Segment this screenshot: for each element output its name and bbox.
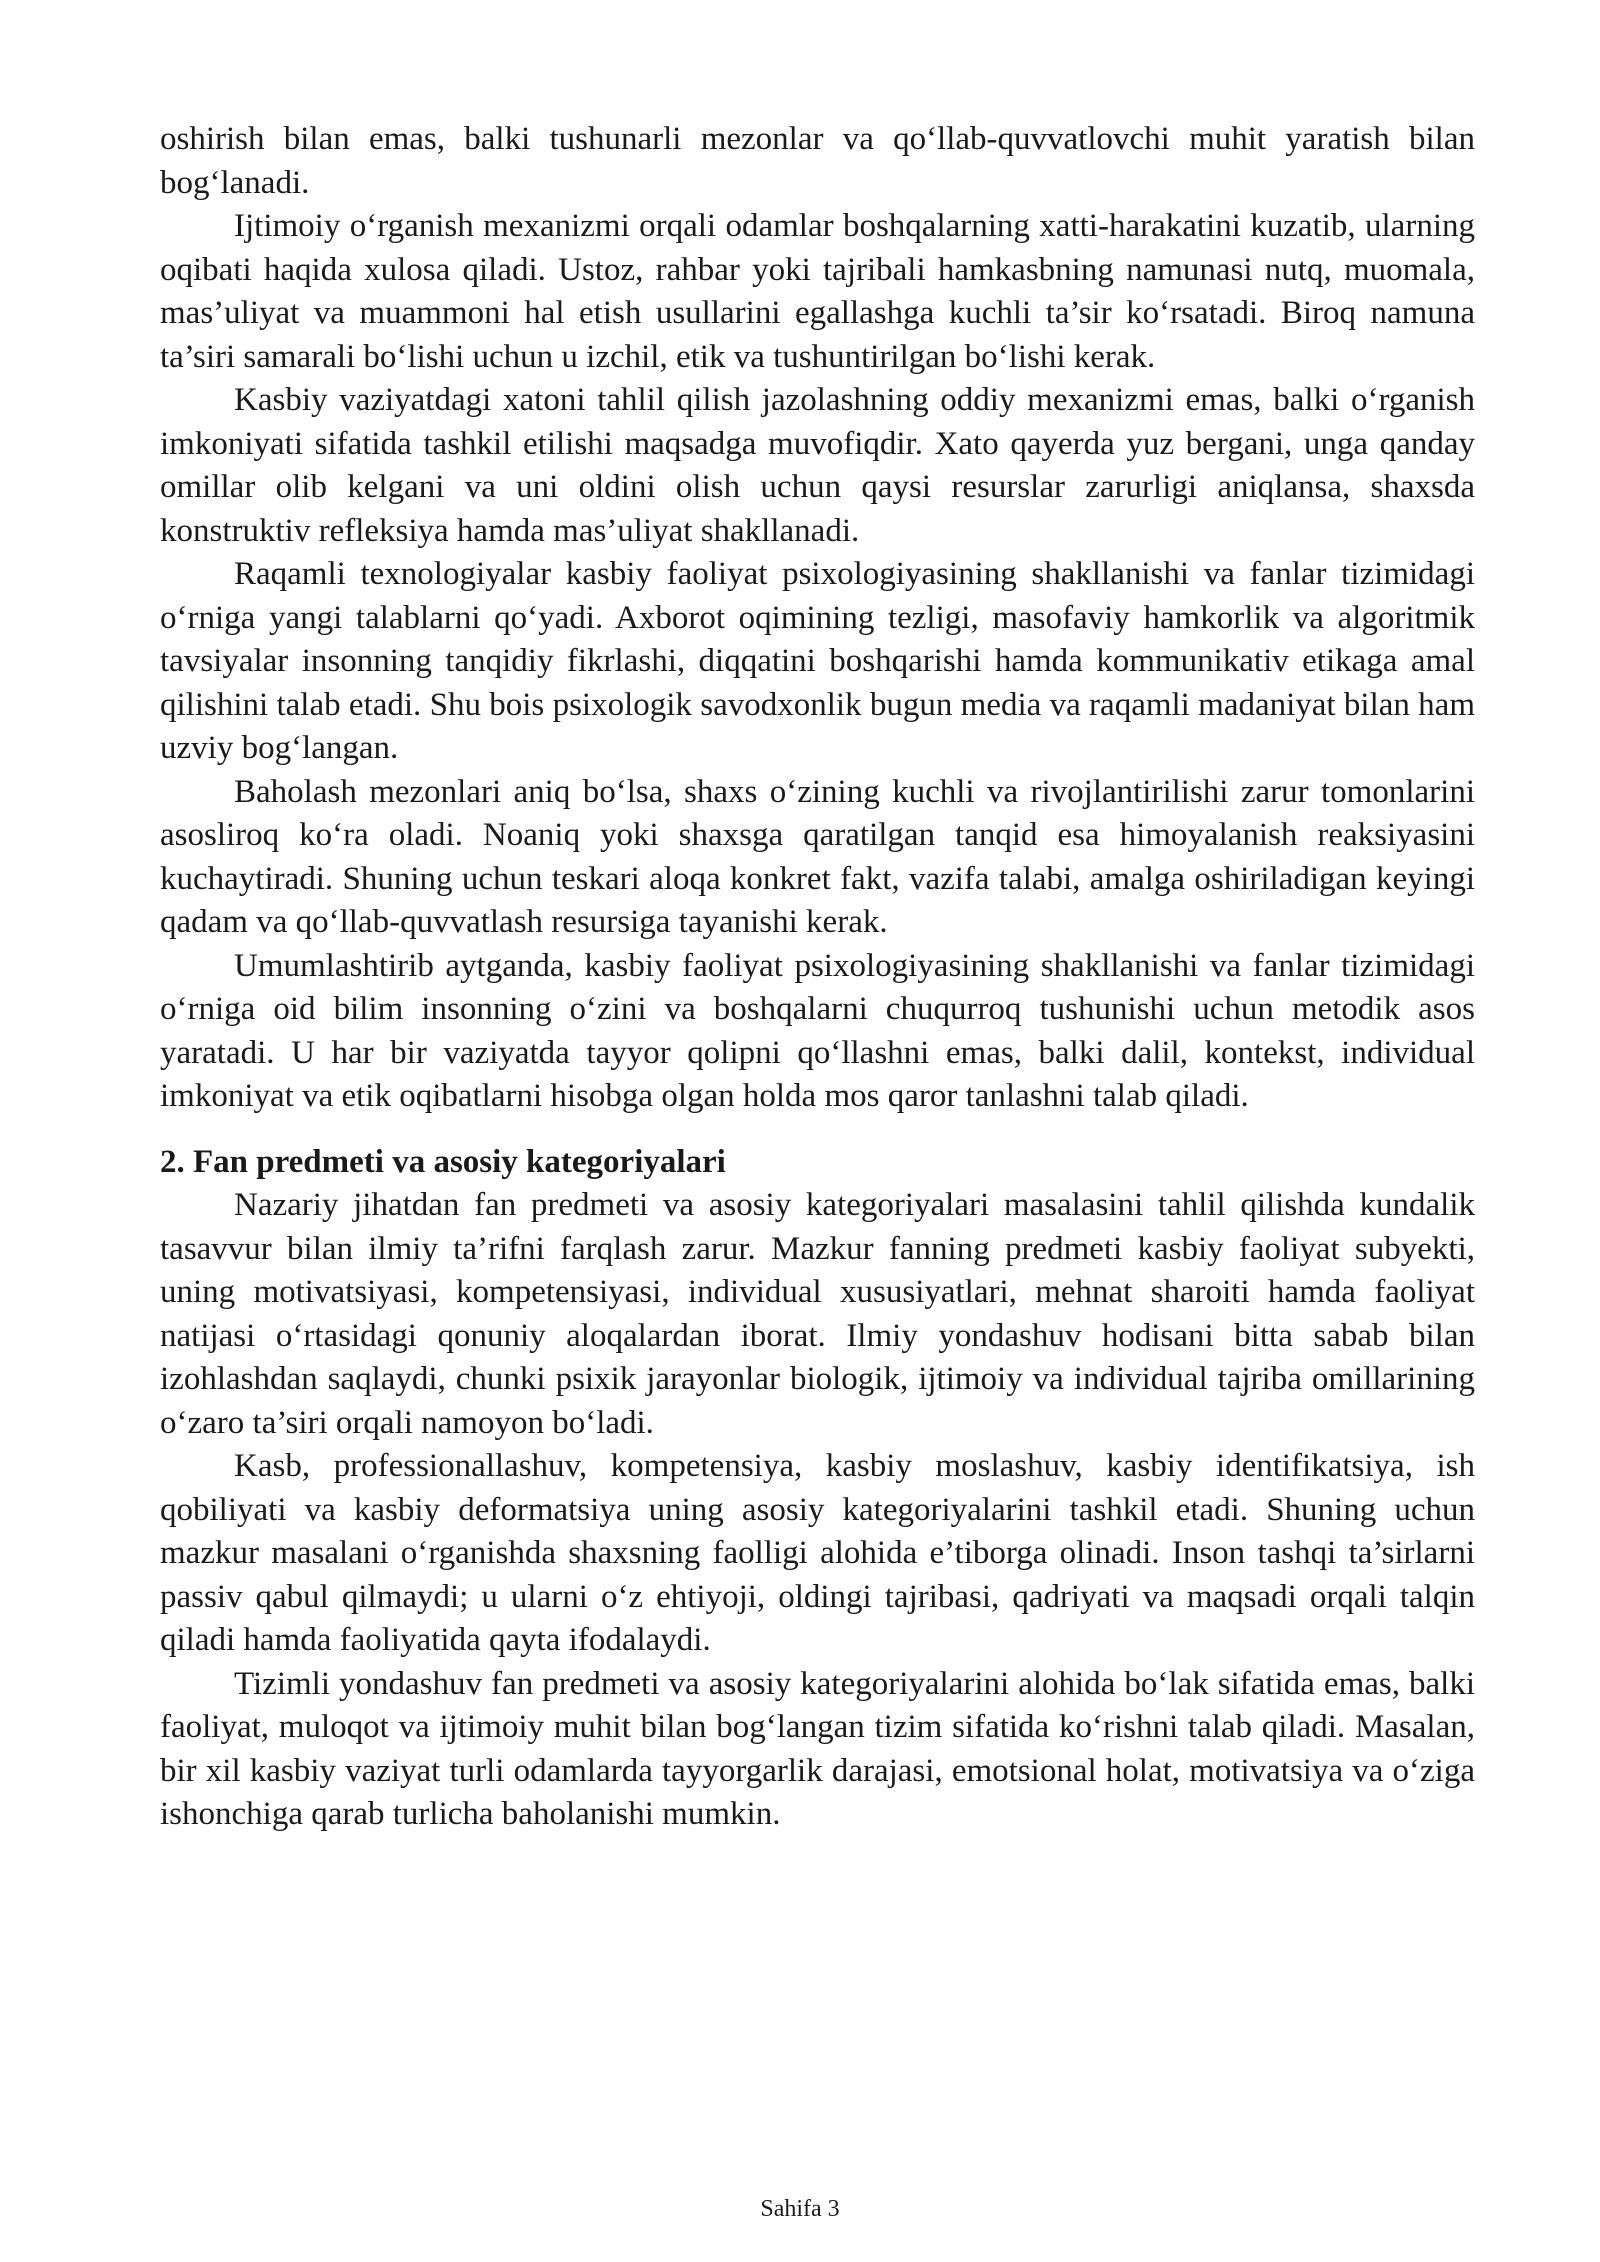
paragraph-digital-technologies: Raqamli texnologiyalar kasbiy faoliyat psixologiyasining shakllanishi va fanlar tizimidagi o‘rniga yangi talablarni qo‘yadi. Axborot oqimining tezligi, masofaviy hamkorlik va algoritmik tavsiyalar insonning tanqidiy fikrlashi, diqqatini boshqarishi hamda kommunikativ etikaga amal qilishini talab etadi. Shu bois psixologik savodxonlik bugun media va raqamli madaniyat bilan ham uzviy bog‘langan. — [160, 556, 1475, 766]
document-page — [160, 118, 1475, 1837]
paragraph-social-learning: Ijtimoiy o‘rganish mexanizmi orqali odamlar boshqalarning xatti-harakatini kuzatib, ularning oqibati haqida xulosa qiladi. Ustoz, rahbar yoki tajribali hamkasbning namunasi nutq, muomala, mas’uliyat va muammoni hal etish usullarini egallashga kuchli ta’sir ko‘rsatadi. Biroq namuna ta’siri samarali bo‘lishi uchun u izchil, etik va tushuntirilgan bo‘lishi kerak. — [160, 208, 1475, 375]
paragraph-summary: Umumlashtirib aytganda, kasbiy faoliyat psixologiyasining shakllanishi va fanlar tizimidagi o‘rniga oid bilim insonning o‘zini va boshqalarni chuqurroq tushunishi uchun metodik asos yaratadi. U har bir vaziyatda tayyor qolipni qo‘llashni emas, balki dalil, kontekst, individual imkoniyat va etik oqibatlarni hisobga olgan holda mos qaror tanlashni talab qiladi. — [160, 947, 1475, 1114]
paragraph-continued: oshirish bilan emas, balki tushunarli mezonlar va qo‘llab-quvvatlovchi muhit yaratish bilan bog‘lanadi. — [160, 121, 1475, 201]
paragraph-systemic-approach: Tizimli yondashuv fan predmeti va asosiy kategoriyalarini alohida bo‘lak sifatida emas, balki faoliyat, muloqot va ijtimoiy muhit bilan bog‘langan tizim sifatida ko‘rishni talab qiladi. Masalan, bir xil kasbiy vaziyat turli odamlarda tayyorgarlik darajasi, emotsional holat, motivatsiya va o‘ziga ishonchiga qarab turlicha baholanishi mumkin. — [160, 1665, 1475, 1832]
paragraph-error-analysis: Kasbiy vaziyatdagi xatoni tahlil qilish jazolashning oddiy mexanizmi emas, balki o‘rganish imkoniyati sifatida tashkil etilishi maqsadga muvofiqdir. Xato qayerda yuz bergani, unga qanday omillar olib kelgani va uni oldini olish uchun qaysi resurslar zarurligi aniqlansa, shaxsda konstruktiv refleksiya hamda mas’uliyat shakllanadi. — [160, 382, 1475, 549]
page-number: Sahifa 3 — [760, 2196, 840, 2222]
section-heading: 2. Fan predmeti va asosiy kategoriyalari — [160, 1143, 726, 1180]
paragraph-subject-of-science: Nazariy jihatdan fan predmeti va asosiy kategoriyalari masalasini tahlil qilishda kundalik tasavvur bilan ilmiy ta’rifni farqlash zarur. Mazkur fanning predmeti kasbiy faoliyat subyekti, uning motivatsiyasi, kompetensiyasi, individual xususiyatlari, mehnat sharoiti hamda faoliyat natijasi o‘rtasidagi qonuniy aloqalardan iborat. Ilmiy yondashuv hodisani bitta sabab bilan izohlashdan saqlaydi, chunki psixik jarayonlar biologik, ijtimoiy va individual tajriba omillarining o‘zaro ta’siri orqali namoyon bo‘ladi. — [160, 1187, 1475, 1441]
paragraph-categories: Kasb, professionallashuv, kompetensiya, kasbiy moslashuv, kasbiy identifikatsiya, ish qobiliyati va kasbiy deformatsiya uning asosiy kategoriyalarini tashkil etadi. Shuning uchun mazkur masalani o‘rganishda shaxsning faolligi alohida e’tiborga olinadi. Inson tashqi ta’sirlarni passiv qabul qilmaydi; u ularni o‘z ehtiyoji, oldingi tajribasi, qadriyati va maqsadi orqali talqin qiladi hamda faoliyatida qayta ifodalaydi. — [160, 1448, 1475, 1658]
paragraph-assessment-criteria: Baholash mezonlari aniq bo‘lsa, shaxs o‘zining kuchli va rivojlantirilishi zarur tomonlarini asosliroq ko‘ra oladi. Noaniq yoki shaxsga qaratilgan tanqid esa himoyalanish reaksiyasini kuchaytiradi. Shuning uchun teskari aloqa konkret fakt, vazifa talabi, amalga oshiriladigan keyingi qadam va qo‘llab-quvvatlash resursiga tayanishi kerak. — [160, 773, 1475, 940]
